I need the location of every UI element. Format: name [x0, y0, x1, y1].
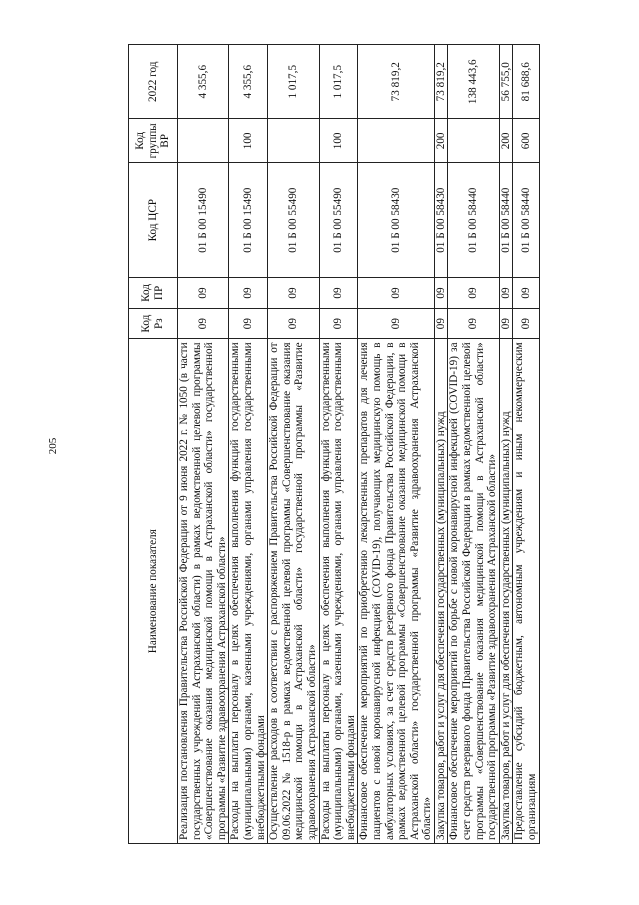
- row-code-vr: [448, 119, 499, 163]
- table-row: [434, 45, 448, 844]
- row-code-csr: 01 Б 00 58440: [513, 163, 539, 278]
- row-amount: 1 017,5: [319, 45, 358, 119]
- row-code-csr: 01 Б 00 58440: [448, 163, 499, 278]
- page-number: 205: [47, 437, 59, 455]
- row-code-vr: [268, 119, 319, 163]
- row-amount: 4 355,6: [229, 45, 268, 119]
- row-code-pr: 09: [178, 278, 229, 309]
- table-row: [319, 45, 358, 844]
- row-name: Финансовое обеспечение мероприятий по борьбе с новой коронавирусной инфекцией (COVID-19) за счет средств резервного фонда Правительства Российской Федерации в рамках ведомственной целевой программы «Совершенствование оказания медицинской помощи в Астраханской области» государственной программы «Развитие здравоохранения Астраханской области»: [448, 339, 499, 844]
- row-code-csr: 01 Б 00 15490: [178, 163, 229, 278]
- row-name: Осуществление расходов в соответствии с распоряжением Правительства Российской Федерации от 09.06.2022 № 1518-р в рамках ведомственной целевой программы «Совершенствование оказания медицинской помощи в Астраханской области» государственной программы «Развитие здравоохранения Астраханской области»: [268, 339, 319, 844]
- row-amount: 1 017,5: [268, 45, 319, 119]
- header-rz: Код Рз: [129, 308, 178, 339]
- row-code-vr: [178, 119, 229, 163]
- row-code-csr: 01 Б 00 55490: [268, 163, 319, 278]
- row-amount: 138 443,6: [448, 45, 499, 119]
- row-code-pr: 09: [358, 278, 435, 309]
- header-pr: Код ПР: [129, 278, 178, 309]
- table-row: [229, 45, 268, 844]
- table-row: [358, 45, 435, 844]
- row-code-csr: 01 Б 00 58430: [434, 163, 448, 278]
- row-amount: 73 819,2: [434, 45, 448, 119]
- row-code-rz: 09: [499, 308, 513, 339]
- row-amount: 56 755,0: [499, 45, 513, 119]
- header-indicator-name: Наименование показателя: [129, 339, 178, 844]
- row-name: Расходы на выплаты персоналу в целях обеспечения выполнения функций государственными (муниципальными) органами, казенными учреждениями, органами управления государственными внебюджетными фондами: [229, 339, 268, 844]
- row-code-pr: 09: [229, 278, 268, 309]
- row-code-pr: 09: [268, 278, 319, 309]
- row-code-vr: [358, 119, 435, 163]
- table-row: [448, 45, 499, 844]
- table-row: [513, 45, 539, 844]
- row-code-vr: 100: [229, 119, 268, 163]
- row-code-csr: 01 Б 00 15490: [229, 163, 268, 278]
- row-code-vr: 200: [434, 119, 448, 163]
- budget-table-container: [128, 44, 558, 844]
- row-code-rz: 09: [319, 308, 358, 339]
- table-row: [178, 45, 229, 844]
- row-code-rz: 09: [178, 308, 229, 339]
- row-code-rz: 09: [358, 308, 435, 339]
- row-code-rz: 09: [268, 308, 319, 339]
- header-year: 2022 год: [129, 45, 178, 119]
- row-code-pr: 09: [319, 278, 358, 309]
- table-row: [499, 45, 513, 844]
- row-code-rz: 09: [448, 308, 499, 339]
- row-name: Предоставление субсидий бюджетным, автономным учреждениям и иным некоммерческим организациям: [513, 339, 539, 844]
- row-amount: 73 819,2: [358, 45, 435, 119]
- header-vr: Код группы ВР: [129, 119, 178, 163]
- row-code-vr: 100: [319, 119, 358, 163]
- row-code-pr: 09: [499, 278, 513, 309]
- row-name: Финансовое обеспечение мероприятий по приобретению лекарственных препаратов для лечения пациентов с новой коронавирусной инфекцией (COVID-19), получающих медицинскую помощь в амбулаторных условиях, за счет средств резервного фонда Правительства Российской Федерации, в рамках ведомственной целевой программы «Совершенствование оказания медицинской помощи в Астраханской области» государственной программы «Развитие здравоохранения Астраханской области»: [358, 339, 435, 844]
- table-row: [268, 45, 319, 844]
- row-amount: 4 355,6: [178, 45, 229, 119]
- row-code-csr: 01 Б 00 55490: [319, 163, 358, 278]
- table-header-row: [129, 45, 178, 844]
- row-code-pr: 09: [513, 278, 539, 309]
- row-code-csr: 01 Б 00 58430: [358, 163, 435, 278]
- row-name: Закупка товаров, работ и услуг для обеспечения государственных (муниципальных) нужд: [434, 339, 448, 844]
- row-name: Расходы на выплаты персоналу в целях обеспечения выполнения функций государственными (муниципальными) органами, казенными учреждениями, органами управления государственными внебюджетными фондами: [319, 339, 358, 844]
- row-code-rz: 09: [513, 308, 539, 339]
- row-name: Закупка товаров, работ и услуг для обеспечения государственных (муниципальных) нужд: [499, 339, 513, 844]
- row-code-rz: 09: [229, 308, 268, 339]
- row-name: Реализация постановления Правительства Российской Федерации от 9 июня 2022 г. № 1050 (в части государственных учреждений Астраханской области) в рамках ведомственной целевой программы «Совершенствование оказания медицинской помощи в Астраханской области» государственной программы «Развитие здравоохранения Астраханской области»: [178, 339, 229, 844]
- row-code-pr: 09: [448, 278, 499, 309]
- row-code-pr: 09: [434, 278, 448, 309]
- row-code-vr: 600: [513, 119, 539, 163]
- row-code-rz: 09: [434, 308, 448, 339]
- row-amount: 81 688,6: [513, 45, 539, 119]
- row-code-csr: 01 Б 00 58440: [499, 163, 513, 278]
- budget-table: [128, 44, 540, 844]
- row-code-vr: 200: [499, 119, 513, 163]
- header-csr: Код ЦСР: [129, 163, 178, 278]
